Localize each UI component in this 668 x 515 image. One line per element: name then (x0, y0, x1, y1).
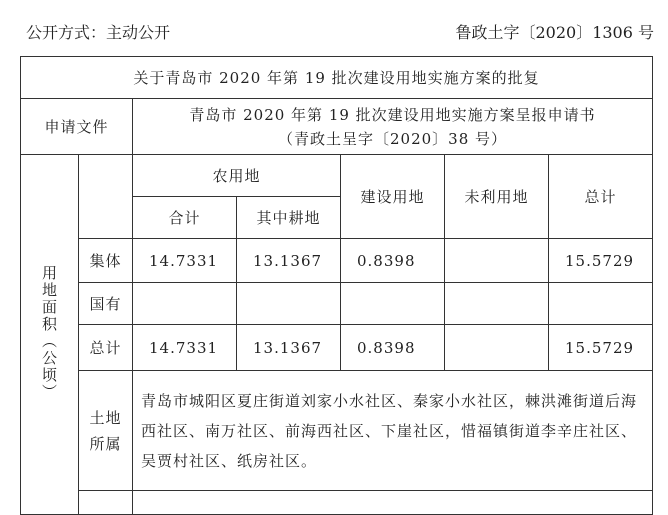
land-ownership-label-2: 所属 (89, 434, 122, 453)
cell-agri-farm: 13.1367 (237, 325, 341, 371)
cell-unused (445, 239, 549, 283)
col-agri-farm: 其中耕地 (237, 197, 341, 239)
approval-title: 关于青岛市 2020 年第 19 批次建设用地实施方案的批复 (21, 57, 653, 99)
approval-table (20, 56, 653, 515)
cell-agri-total (133, 283, 237, 325)
cell-agri-farm: 13.1367 (237, 239, 341, 283)
header-blank (79, 155, 133, 239)
cell-agri-total: 14.7331 (133, 239, 237, 283)
application-doc-line2: （青政土呈字〔2020〕38 号） (278, 129, 508, 148)
area-label-text: 用地面积（公顷） (40, 264, 58, 401)
cell-blank (79, 491, 133, 515)
land-ownership-text: 青岛市城阳区夏庄街道刘家小水社区、秦家小水社区，棘洪滩街道后海西社区、南万社区、前海西社区、下崖社区，惜福镇街道李辛庄社区、吴贾村社区、纸房社区。 (133, 371, 653, 491)
cell-construction: 0.8398 (341, 239, 445, 283)
cell-unused (445, 325, 549, 371)
cell-agri-farm (237, 283, 341, 325)
application-document (133, 99, 653, 155)
cell-total: 15.5729 (549, 239, 653, 283)
area-label (21, 155, 79, 515)
col-agri: 农用地 (133, 155, 341, 197)
cell-unused (445, 283, 549, 325)
cell-agri-total: 14.7331 (133, 325, 237, 371)
cell-construction: 0.8398 (341, 325, 445, 371)
disclosure-method: 公开方式：主动公开 (26, 23, 171, 42)
row-label: 集体 (79, 239, 133, 283)
cell-blank (133, 491, 653, 515)
col-unused: 未利用地 (445, 155, 549, 239)
col-agri-total: 合计 (133, 197, 237, 239)
land-ownership-label (79, 371, 133, 491)
cell-total: 15.5729 (549, 325, 653, 371)
application-row (21, 99, 653, 155)
land-ownership-row (21, 371, 653, 491)
title-row (21, 57, 653, 99)
application-doc-line1: 青岛市 2020 年第 19 批次建设用地实施方案呈报申请书 (189, 105, 596, 124)
cell-total (549, 283, 653, 325)
table-row (21, 239, 653, 283)
application-label: 申请文件 (21, 99, 133, 155)
document-number: 鲁政土字〔2020〕1306 号 (455, 23, 654, 42)
table-row (21, 283, 653, 325)
row-label: 总计 (79, 325, 133, 371)
column-header-row-1 (21, 155, 653, 197)
row-label: 国有 (79, 283, 133, 325)
land-ownership-label-1: 土地 (89, 408, 122, 427)
table-row (21, 491, 653, 515)
cell-construction (341, 283, 445, 325)
col-total: 总计 (549, 155, 653, 239)
table-row (21, 325, 653, 371)
col-construction: 建设用地 (341, 155, 445, 239)
